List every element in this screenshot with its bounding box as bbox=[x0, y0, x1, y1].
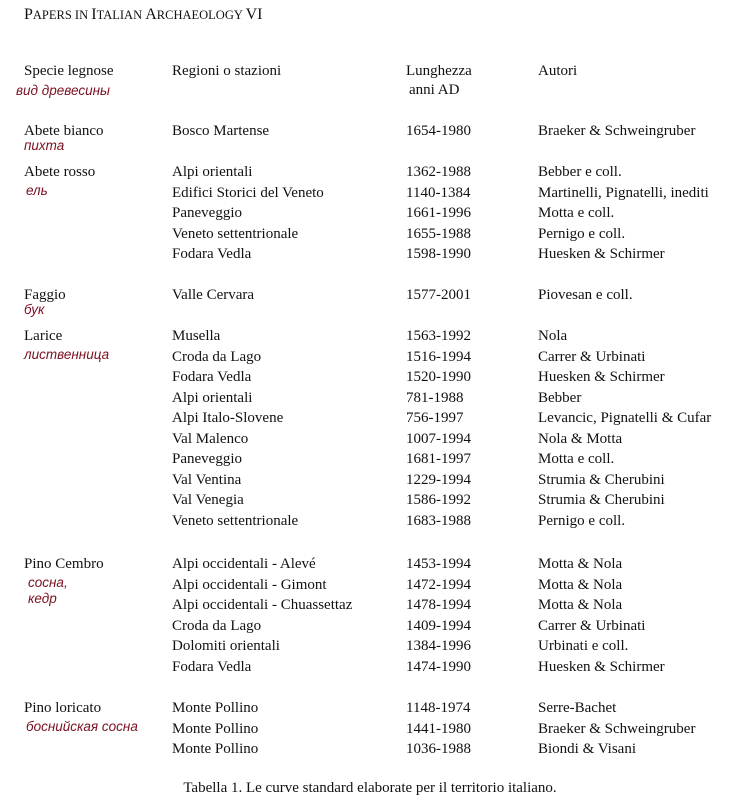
region-cell: Alpi orientali bbox=[172, 164, 253, 180]
authors-cell: Motta e coll. bbox=[538, 205, 615, 221]
authors-cell: Martinelli, Pignatelli, inediti bbox=[538, 184, 709, 201]
species-name: Pino Cembro bbox=[24, 556, 104, 572]
species-name: Abete rosso bbox=[24, 164, 96, 180]
years-cell: 1453-1994 bbox=[406, 556, 471, 572]
header-rchaeology: RCHAEOLOGY bbox=[156, 8, 246, 22]
region-cell: Veneto settentrionale bbox=[172, 225, 299, 242]
header-talian: TALIAN bbox=[96, 8, 146, 22]
authors-cell: Biondi & Visani bbox=[538, 741, 636, 757]
authors-cell: Nola & Motta bbox=[538, 430, 623, 447]
years-cell: 756-1997 bbox=[406, 410, 464, 426]
years-cell: 1654-1980 bbox=[406, 123, 471, 139]
region-cell: Alpi Italo-Slovene bbox=[172, 410, 284, 426]
region-cell: Bosco Martense bbox=[172, 123, 270, 139]
species-name: Pino loricato bbox=[24, 700, 102, 716]
table-caption: Tabella 1. Le curve standard elaborate per il territorio italiano. bbox=[183, 780, 557, 796]
authors-cell: Carrer & Urbinati bbox=[538, 617, 646, 634]
years-cell: 1586-1992 bbox=[406, 492, 471, 508]
years-cell: 1655-1988 bbox=[406, 225, 471, 242]
region-cell: Monte Pollino bbox=[172, 720, 259, 737]
region-cell: Alpi occidentali - Gimont bbox=[172, 576, 327, 593]
col-header-species: Specie legnose bbox=[24, 63, 114, 79]
species-translation: боснийская сосна bbox=[26, 719, 138, 734]
region-cell: Veneto settentrionale bbox=[172, 512, 299, 529]
authors-cell: Piovesan e coll. bbox=[538, 287, 633, 303]
years-cell: 1036-1988 bbox=[406, 741, 471, 757]
authors-cell: Carrer & Urbinati bbox=[538, 348, 646, 365]
region-cell: Monte Pollino bbox=[172, 700, 259, 716]
region-cell: Alpi orientali bbox=[172, 389, 253, 406]
authors-cell: Motta & Nola bbox=[538, 556, 623, 572]
authors-cell: Huesken & Schirmer bbox=[538, 369, 665, 385]
species-translation: сосна, bbox=[28, 575, 68, 590]
years-cell: 1683-1988 bbox=[406, 512, 471, 529]
header-volume: VI bbox=[245, 6, 263, 23]
region-cell: Edifici Storici del Veneto bbox=[172, 184, 324, 201]
years-cell: 1441-1980 bbox=[406, 720, 471, 737]
region-cell: Fodara Vedla bbox=[172, 246, 252, 262]
species-translation: ель bbox=[26, 183, 48, 198]
species-translation: кедр bbox=[28, 591, 57, 606]
region-cell: Paneveggio bbox=[172, 451, 242, 467]
region-cell: Monte Pollino bbox=[172, 741, 259, 757]
years-cell: 1681-1997 bbox=[406, 451, 471, 467]
region-cell: Val Malenco bbox=[172, 430, 249, 447]
years-cell: 1384-1996 bbox=[406, 638, 471, 654]
species-name: Faggio bbox=[24, 287, 66, 303]
authors-cell: Braeker & Schweingruber bbox=[538, 123, 696, 139]
years-cell: 1577-2001 bbox=[406, 287, 471, 303]
years-cell: 1140-1384 bbox=[406, 184, 471, 201]
years-cell: 1007-1994 bbox=[406, 430, 471, 447]
authors-cell: Strumia & Cherubini bbox=[538, 492, 665, 508]
years-cell: 1148-1974 bbox=[406, 700, 471, 716]
years-cell: 1229-1994 bbox=[406, 471, 471, 488]
region-cell: Paneveggio bbox=[172, 205, 242, 221]
col-header-length-unit: anni AD bbox=[409, 82, 460, 98]
years-cell: 1661-1996 bbox=[406, 205, 471, 221]
years-cell: 1409-1994 bbox=[406, 617, 471, 634]
species-translation: бук bbox=[24, 302, 45, 317]
authors-cell: Motta & Nola bbox=[538, 576, 623, 593]
years-cell: 781-1988 bbox=[406, 389, 464, 406]
authors-cell: Huesken & Schirmer bbox=[538, 658, 665, 675]
header-a: A bbox=[145, 6, 157, 23]
species-translation: лиственница bbox=[24, 347, 110, 362]
col-header-regions: Regioni o stazioni bbox=[172, 63, 282, 79]
years-cell: 1598-1990 bbox=[406, 246, 471, 262]
region-cell: Musella bbox=[172, 328, 221, 344]
years-cell: 1472-1994 bbox=[406, 576, 471, 593]
region-cell: Val Venegia bbox=[172, 492, 244, 508]
authors-cell: Levancic, Pignatelli & Cufar bbox=[538, 410, 712, 426]
col-header-length: Lunghezza bbox=[406, 63, 472, 79]
years-cell: 1478-1994 bbox=[406, 597, 471, 613]
running-header bbox=[24, 6, 262, 24]
years-cell: 1563-1992 bbox=[406, 328, 471, 344]
authors-cell: Bebber bbox=[538, 389, 582, 406]
species-name: Larice bbox=[24, 328, 63, 344]
region-cell: Val Ventina bbox=[172, 471, 242, 488]
region-cell: Fodara Vedla bbox=[172, 369, 252, 385]
years-cell: 1516-1994 bbox=[406, 348, 471, 365]
region-cell: Croda da Lago bbox=[172, 348, 262, 365]
region-cell: Alpi occidentali - Chuassettaz bbox=[172, 597, 353, 613]
header-p: P bbox=[24, 6, 33, 23]
species-name: Abete bianco bbox=[24, 123, 104, 139]
authors-cell: Pernigo e coll. bbox=[538, 512, 626, 529]
region-cell: Dolomiti orientali bbox=[172, 638, 280, 654]
authors-cell: Nola bbox=[538, 328, 568, 344]
header-i: I bbox=[91, 6, 97, 23]
authors-cell: Serre-Bachet bbox=[538, 700, 617, 716]
col-header-authors: Autori bbox=[538, 63, 578, 79]
authors-cell: Motta e coll. bbox=[538, 451, 615, 467]
region-cell: Croda da Lago bbox=[172, 617, 262, 634]
authors-cell: Braeker & Schweingruber bbox=[538, 720, 696, 737]
authors-cell: Huesken & Schirmer bbox=[538, 246, 665, 262]
region-cell: Fodara Vedla bbox=[172, 658, 252, 675]
authors-cell: Bebber e coll. bbox=[538, 164, 622, 180]
header-apers: APERS IN bbox=[32, 8, 92, 22]
species-translation: пихта bbox=[24, 138, 65, 153]
region-cell: Alpi occidentali - Alevé bbox=[172, 556, 316, 572]
region-cell: Valle Cervara bbox=[172, 287, 255, 303]
authors-cell: Urbinati e coll. bbox=[538, 638, 629, 654]
authors-cell: Strumia & Cherubini bbox=[538, 471, 665, 488]
years-cell: 1362-1988 bbox=[406, 164, 471, 180]
col-header-species-ru: вид древесины bbox=[16, 83, 110, 98]
authors-cell: Pernigo e coll. bbox=[538, 225, 626, 242]
years-cell: 1474-1990 bbox=[406, 658, 471, 675]
authors-cell: Motta & Nola bbox=[538, 597, 623, 613]
years-cell: 1520-1990 bbox=[406, 369, 471, 385]
